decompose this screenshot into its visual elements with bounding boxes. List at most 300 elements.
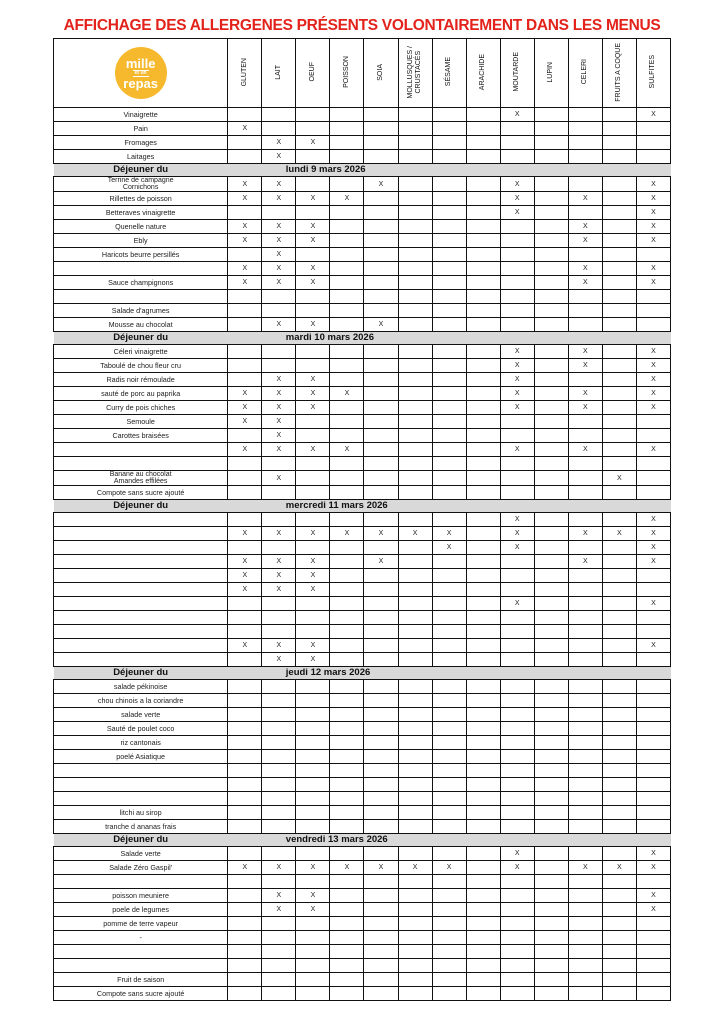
dish-row [54,429,671,443]
allergen-cell [534,889,568,903]
dish-name: Curry de pois chiches [54,401,228,415]
dish-name: Compote sans sucre ajouté [54,987,228,1001]
allergen-cell [534,206,568,220]
dish-row [54,903,671,917]
allergen-cell [364,764,398,778]
allergen-cell [262,778,296,792]
allergen-cell [398,694,432,708]
allergen-cell [330,820,364,834]
allergen-cell: X [296,387,330,401]
allergen-cell [466,401,500,415]
allergen-cell [364,387,398,401]
allergen-cell [636,987,670,1001]
allergen-cell [636,471,670,486]
allergen-cell: X [228,220,262,234]
allergen-cell [568,625,602,639]
allergen-cell [534,820,568,834]
allergen-cell [534,959,568,973]
allergen-cell: X [262,471,296,486]
allergen-cell: X [636,345,670,359]
allergen-cell [466,486,500,500]
allergen-cell [330,847,364,861]
allergen-cell [466,736,500,750]
allergen-cell [296,248,330,262]
allergen-cell: X [636,108,670,122]
allergen-cell [330,764,364,778]
allergen-cell [432,136,466,150]
allergen-cell: X [636,192,670,206]
allergen-header [262,39,296,108]
allergen-cell [500,555,534,569]
allergen-cell [568,736,602,750]
allergen-cell [296,611,330,625]
allergen-cell: X [500,527,534,541]
allergen-cell [364,262,398,276]
dish-name: salade pékinoise [54,680,228,694]
allergen-cell: X [262,192,296,206]
allergen-cell [602,541,636,555]
allergen-cell [398,931,432,945]
allergen-cell [432,290,466,304]
allergen-cell [364,959,398,973]
allergen-cell [466,639,500,653]
allergen-cell [636,290,670,304]
allergen-cell: X [296,889,330,903]
dish-row [54,234,671,248]
allergen-cell [330,639,364,653]
allergen-cell [466,373,500,387]
allergen-cell [228,541,262,555]
allergen-cell [500,290,534,304]
allergen-cell [398,569,432,583]
allergen-cell [296,750,330,764]
allergen-cell [432,611,466,625]
day-date: mercredi 11 mars 2026 [228,500,671,513]
dish-row [54,457,671,471]
allergen-cell [534,611,568,625]
allergen-cell [398,318,432,332]
allergen-cell [262,680,296,694]
allergen-cell [330,945,364,959]
dish-row [54,108,671,122]
allergen-cell [534,136,568,150]
allergen-table [53,38,671,1001]
logo-cell [54,39,228,108]
allergen-cell [262,513,296,527]
dish-name: Sauce champignons [54,276,228,290]
dish-name: Salade Zéro Gaspil' [54,861,228,875]
allergen-cell [398,847,432,861]
allergen-cell [364,276,398,290]
allergen-cell [228,959,262,973]
logo-text-mid: et un [134,69,147,76]
allergen-cell [296,150,330,164]
allergen-cell: X [228,401,262,415]
allergen-cell [432,429,466,443]
allergen-header [228,39,262,108]
allergen-cell: X [262,387,296,401]
allergen-cell [364,401,398,415]
allergen-cell [296,792,330,806]
allergen-cell [228,457,262,471]
allergen-cell [602,192,636,206]
allergen-cell [364,220,398,234]
allergen-cell [500,778,534,792]
allergen-cell [602,569,636,583]
allergen-cell: X [296,555,330,569]
allergen-cell [568,471,602,486]
dish-row [54,750,671,764]
allergen-cell: X [228,861,262,875]
allergen-cell [500,708,534,722]
allergen-cell [534,290,568,304]
allergen-cell [602,987,636,1001]
allergen-cell [466,917,500,931]
allergen-cell [500,583,534,597]
allergen-cell [330,680,364,694]
dish-row [54,136,671,150]
allergen-cell: X [500,597,534,611]
allergen-cell [330,318,364,332]
allergen-cell [500,569,534,583]
allergen-cell [500,750,534,764]
allergen-cell: X [364,861,398,875]
allergen-cell: X [228,177,262,192]
allergen-cell [534,987,568,1001]
allergen-label: SÉSAME [445,57,453,87]
allergen-cell [330,248,364,262]
dish-row [54,583,671,597]
allergen-cell: X [296,318,330,332]
allergen-cell [228,429,262,443]
dish-row [54,625,671,639]
dish-row [54,875,671,889]
allergen-cell [500,150,534,164]
dish-name: Semoule [54,415,228,429]
allergen-cell [534,192,568,206]
allergen-cell [262,694,296,708]
allergen-header [602,39,636,108]
allergen-cell [398,276,432,290]
allergen-cell [466,262,500,276]
allergen-cell [228,206,262,220]
dish-row [54,206,671,220]
allergen-cell: X [636,177,670,192]
allergen-cell: X [602,861,636,875]
allergen-cell [228,903,262,917]
allergen-cell [262,486,296,500]
allergen-cell [466,847,500,861]
allergen-cell [398,443,432,457]
allergen-cell: X [228,415,262,429]
allergen-cell [398,136,432,150]
allergen-cell [330,290,364,304]
allergen-cell [602,583,636,597]
allergen-cell [534,276,568,290]
dish-name: riz cantonais [54,736,228,750]
allergen-cell [466,527,500,541]
allergen-cell: X [636,387,670,401]
allergen-cell [636,917,670,931]
dish-name [54,583,228,597]
allergen-cell [398,736,432,750]
dish-row [54,611,671,625]
allergen-cell [534,555,568,569]
allergen-cell [466,889,500,903]
allergen-cell [534,708,568,722]
allergen-cell [296,345,330,359]
dish-name: - [54,931,228,945]
allergen-cell: X [500,192,534,206]
dish-name [54,653,228,667]
allergen-cell [432,569,466,583]
allergen-cell [364,443,398,457]
allergen-cell [228,680,262,694]
allergen-cell [364,150,398,164]
allergen-cell: X [364,555,398,569]
allergen-cell [432,820,466,834]
allergen-cell [296,177,330,192]
allergen-cell [432,778,466,792]
allergen-cell [228,653,262,667]
dish-name: Ebly [54,234,228,248]
allergen-cell [568,136,602,150]
allergen-cell [228,889,262,903]
allergen-cell [568,150,602,164]
allergen-cell: X [500,177,534,192]
allergen-cell [568,680,602,694]
allergen-cell [500,415,534,429]
allergen-cell [534,359,568,373]
allergen-cell [330,959,364,973]
allergen-cell [636,611,670,625]
allergen-cell [602,359,636,373]
allergen-cell: X [296,136,330,150]
allergen-cell [296,486,330,500]
allergen-cell [364,206,398,220]
allergen-cell: X [364,527,398,541]
allergen-cell [500,486,534,500]
dish-row [54,290,671,304]
allergen-cell [432,889,466,903]
allergen-cell [534,778,568,792]
allergen-cell [466,987,500,1001]
allergen-cell [228,513,262,527]
allergen-cell [602,917,636,931]
day-label: Déjeuner du [54,667,228,680]
dish-name: tranche d ananas frais [54,820,228,834]
allergen-cell: X [636,359,670,373]
allergen-cell [330,415,364,429]
dish-name: poele de legumes [54,903,228,917]
allergen-cell [534,262,568,276]
allergen-cell [602,248,636,262]
allergen-cell [398,387,432,401]
allergen-cell [432,513,466,527]
allergen-cell [364,359,398,373]
allergen-cell [296,108,330,122]
allergen-cell: X [500,861,534,875]
allergen-cell [602,945,636,959]
allergen-cell: X [262,401,296,415]
allergen-cell: X [636,861,670,875]
dish-row [54,653,671,667]
allergen-cell [500,875,534,889]
allergen-cell: X [500,443,534,457]
allergen-cell [364,931,398,945]
allergen-cell: X [568,555,602,569]
allergen-cell [330,625,364,639]
allergen-cell [262,206,296,220]
allergen-cell [534,304,568,318]
allergen-cell [568,177,602,192]
allergen-cell [534,945,568,959]
allergen-cell [568,931,602,945]
dish-row [54,541,671,555]
allergen-cell [568,611,602,625]
allergen-cell [534,234,568,248]
allergen-cell [364,108,398,122]
allergen-cell [602,220,636,234]
allergen-cell: X [636,527,670,541]
allergen-cell [398,680,432,694]
allergen-cell [262,359,296,373]
allergen-cell [602,276,636,290]
allergen-cell [330,597,364,611]
allergen-cell [466,443,500,457]
allergen-cell [466,653,500,667]
allergen-cell [602,722,636,736]
dish-name: Fromages [54,136,228,150]
dish-name [54,764,228,778]
allergen-cell [500,903,534,917]
allergen-cell [330,359,364,373]
allergen-cell: X [296,192,330,206]
allergen-cell [466,136,500,150]
allergen-cell [398,373,432,387]
allergen-cell [568,847,602,861]
allergen-cell: X [500,401,534,415]
allergen-cell [398,583,432,597]
allergen-cell [330,931,364,945]
allergen-cell [602,973,636,987]
allergen-cell: X [228,276,262,290]
day-header-row [54,500,671,513]
dish-name [54,778,228,792]
allergen-cell [228,778,262,792]
allergen-cell [364,708,398,722]
allergen-cell [568,206,602,220]
allergen-cell [330,177,364,192]
allergen-cell [330,889,364,903]
allergen-cell [568,792,602,806]
allergen-cell [432,903,466,917]
allergen-cell [262,736,296,750]
allergen-cell [534,248,568,262]
allergen-label: POISSON [342,56,350,88]
allergen-cell [534,541,568,555]
allergen-cell [432,443,466,457]
allergen-cell [602,290,636,304]
allergen-cell [534,108,568,122]
logo-text-top: mille [125,55,156,71]
allergen-cell [466,206,500,220]
allergen-cell: X [364,318,398,332]
dish-name: Taboulé de chou fleur cru [54,359,228,373]
allergen-cell: X [636,513,670,527]
allergen-cell [568,973,602,987]
allergen-cell [398,750,432,764]
allergen-cell [296,457,330,471]
allergen-cell [398,945,432,959]
allergen-cell [398,653,432,667]
allergen-cell [398,486,432,500]
allergen-cell: X [296,220,330,234]
allergen-cell [500,625,534,639]
allergen-cell [432,597,466,611]
dish-name: Céleri vinaigrette [54,345,228,359]
allergen-cell [296,708,330,722]
allergen-cell [432,973,466,987]
allergen-cell [228,973,262,987]
allergen-cell [466,680,500,694]
allergen-cell [534,318,568,332]
allergen-cell [432,108,466,122]
dish-row [54,177,671,192]
allergen-cell [364,136,398,150]
allergen-cell [398,359,432,373]
allergen-cell [466,806,500,820]
allergen-cell [330,875,364,889]
dish-name: Laitages [54,150,228,164]
allergen-cell: X [568,234,602,248]
allergen-cell [296,806,330,820]
allergen-cell [364,903,398,917]
allergen-cell: X [228,555,262,569]
allergen-cell [432,345,466,359]
dish-row [54,471,671,486]
dish-name [54,625,228,639]
allergen-cell [602,708,636,722]
allergen-cell [262,931,296,945]
dish-name: Salade d'agrumes [54,304,228,318]
allergen-cell [466,708,500,722]
allergen-cell [602,401,636,415]
allergen-cell [398,625,432,639]
dish-row [54,401,671,415]
allergen-cell [602,889,636,903]
allergen-cell: X [296,443,330,457]
allergen-cell [364,415,398,429]
allergen-cell [330,150,364,164]
day-date: jeudi 12 mars 2026 [228,667,671,680]
allergen-label: MOLLUSQUES / CRUSTACÉS [407,45,423,99]
allergen-cell [636,415,670,429]
allergen-cell [500,764,534,778]
allergen-cell [296,206,330,220]
dish-row [54,304,671,318]
allergen-cell [602,764,636,778]
allergen-cell [228,750,262,764]
allergen-cell [228,987,262,1001]
allergen-cell [398,429,432,443]
allergen-cell [398,639,432,653]
allergen-cell: X [296,373,330,387]
allergen-cell [432,415,466,429]
allergen-cell [228,875,262,889]
allergen-header [500,39,534,108]
allergen-cell: X [636,220,670,234]
